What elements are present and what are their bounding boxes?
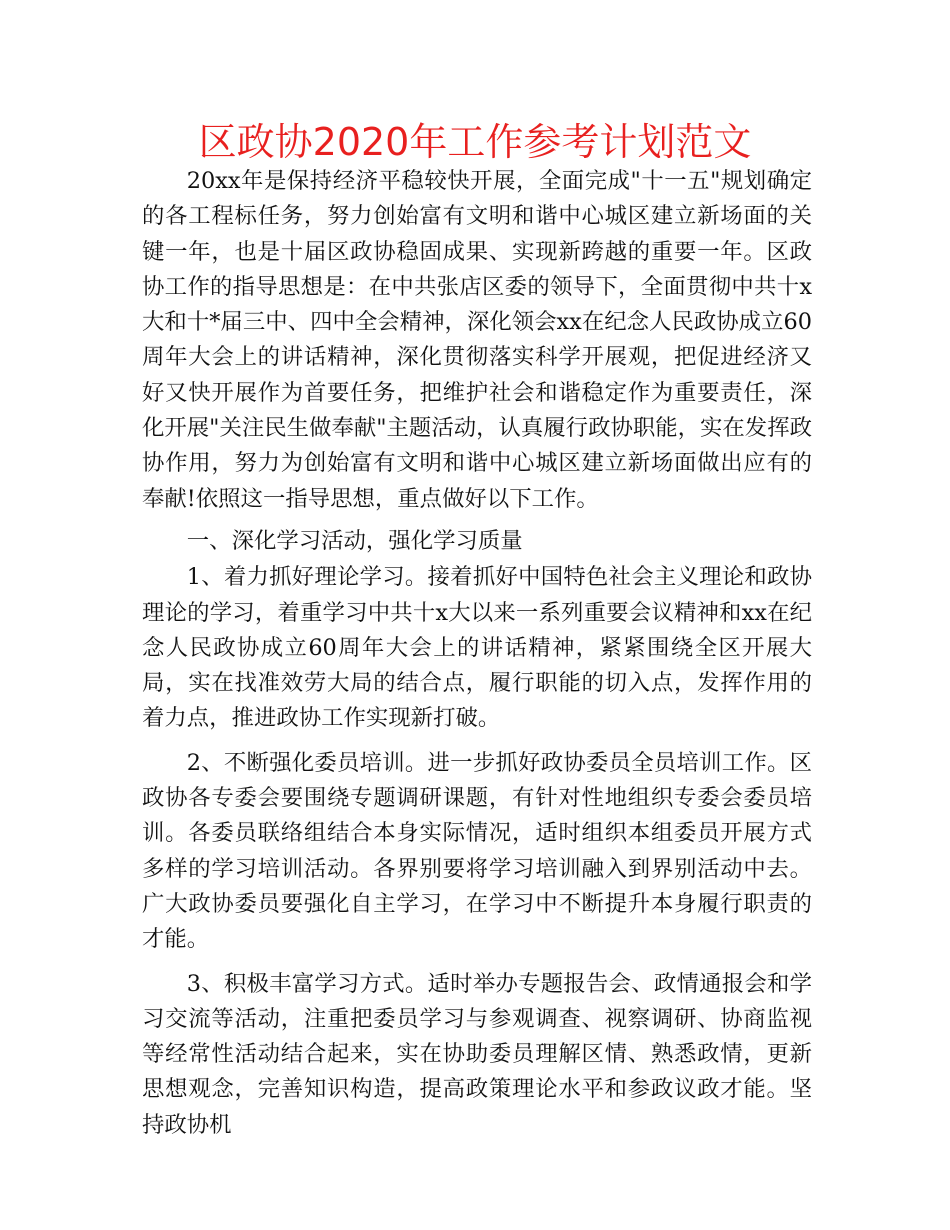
paragraph-item-2: 2、不断强化委员培训。进一步抓好政协委员全员培训工作。区政协各专委会要围绕专题调研课题，有针对性地组织专委会委员培训。各委员联络组结合本身实际情况，适时组织本组委员开展方式多样的学习培训活动。各界别要将学习培训融入到界别活动中去。广大政协委员要强化自主学习，在学习中不断提升本身履行职责的才能。 — [142, 749, 812, 953]
paragraph-item-3: 3、积极丰富学习方式。适时举办专题报告会、政情通报会和学习交流等活动，注重把委员学习与参观调查、视察调研、协商监视等经常性活动结合起来，实在协助委员理解区情、熟悉政情，更新思想观念，完善知识构造，提高政策理论水平和参政议政才能。坚持政协机 — [142, 970, 812, 1138]
document-title: 区政协2020年工作参考计划范文 — [198, 120, 752, 164]
paragraph-item-1: 1、着力抓好理论学习。接着抓好中国特色社会主义理论和政协理论的学习，着重学习中共十x大以来一系列重要会议精神和xx在纪念人民政协成立60周年大会上的讲话精神，紧紧围绕全区开展大局，实在找准效劳大局的结合点，履行职能的切入点，发挥作用的着力点，推进政协工作实现新打破。 — [142, 564, 812, 732]
document-body — [142, 164, 812, 1143]
paragraph-intro: 20xx年是保持经济平稳较快开展，全面完成"十一五"规划确定的各工程标任务，努力创始富有文明和谐中心城区建立新场面的关键一年，也是十届区政协稳固成果、实现新跨越的重要一年。区政协工作的指导思想是：在中共张店区委的领导下，全面贯彻中共十x大和十*届三中、四中全会精神，深化领会xx在纪念人民政协成立60周年大会上的讲话精神，深化贯彻落实科学开展观，把促进经济又好又快开展作为首要任务，把维护社会和谐稳定作为重要责任，深化开展"关注民生做奉献"主题活动，认真履行政协职能，实在发挥政协作用，努力为创始富有文明和谐中心城区建立新场面做出应有的奉献!依照这一指导思想，重点做好以下工作。 — [142, 168, 812, 512]
section-heading-1: 一、深化学习活动，强化学习质量 — [186, 527, 523, 554]
